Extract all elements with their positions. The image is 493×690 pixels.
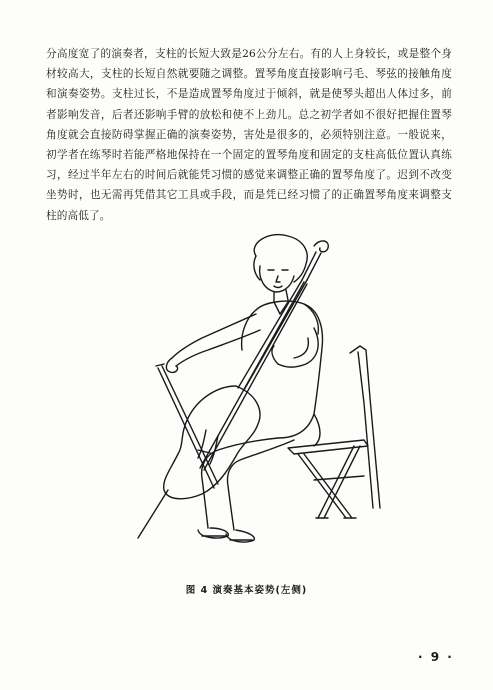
body-paragraph-text: 分高度宽了的演奏者，支柱的长短大致是26公分左右。有的人上身较长，或是整个身材较高大，支柱的长短自然就要随之调整。置琴角度直接影响弓毛、琴弦的接触角度和演奏姿势。支柱过长，不是造成置琴角度过于倾斜，就是使琴头超出人体过多，前者影响发音，后者还影响手臂的放松和使不上劲儿。总之初学者如不很好把握住置琴角度就会直接防碍掌握正确的演奏姿势，害处是很多的，必须特别注意。一般说来，初学者在练琴时若能严格地保持在一个固定的置琴角度和固定的支柱高低位置认真练习，经过半年左右的时间后就能凭习惯的感觉来调整正确的置琴角度了。迟到不改变坐势时，也无需再凭借其它工具或手段，而是凭已经习惯了的正确置琴角度来调整支柱的高低了。 (46, 48, 452, 222)
page-number: · 9 · (418, 650, 454, 664)
bow (156, 364, 218, 488)
cello (138, 241, 328, 538)
body-paragraph (46, 44, 452, 226)
cellist-illustration (118, 218, 418, 563)
figure-caption: 图 4 演奏基本姿势(左侧) (185, 585, 308, 596)
